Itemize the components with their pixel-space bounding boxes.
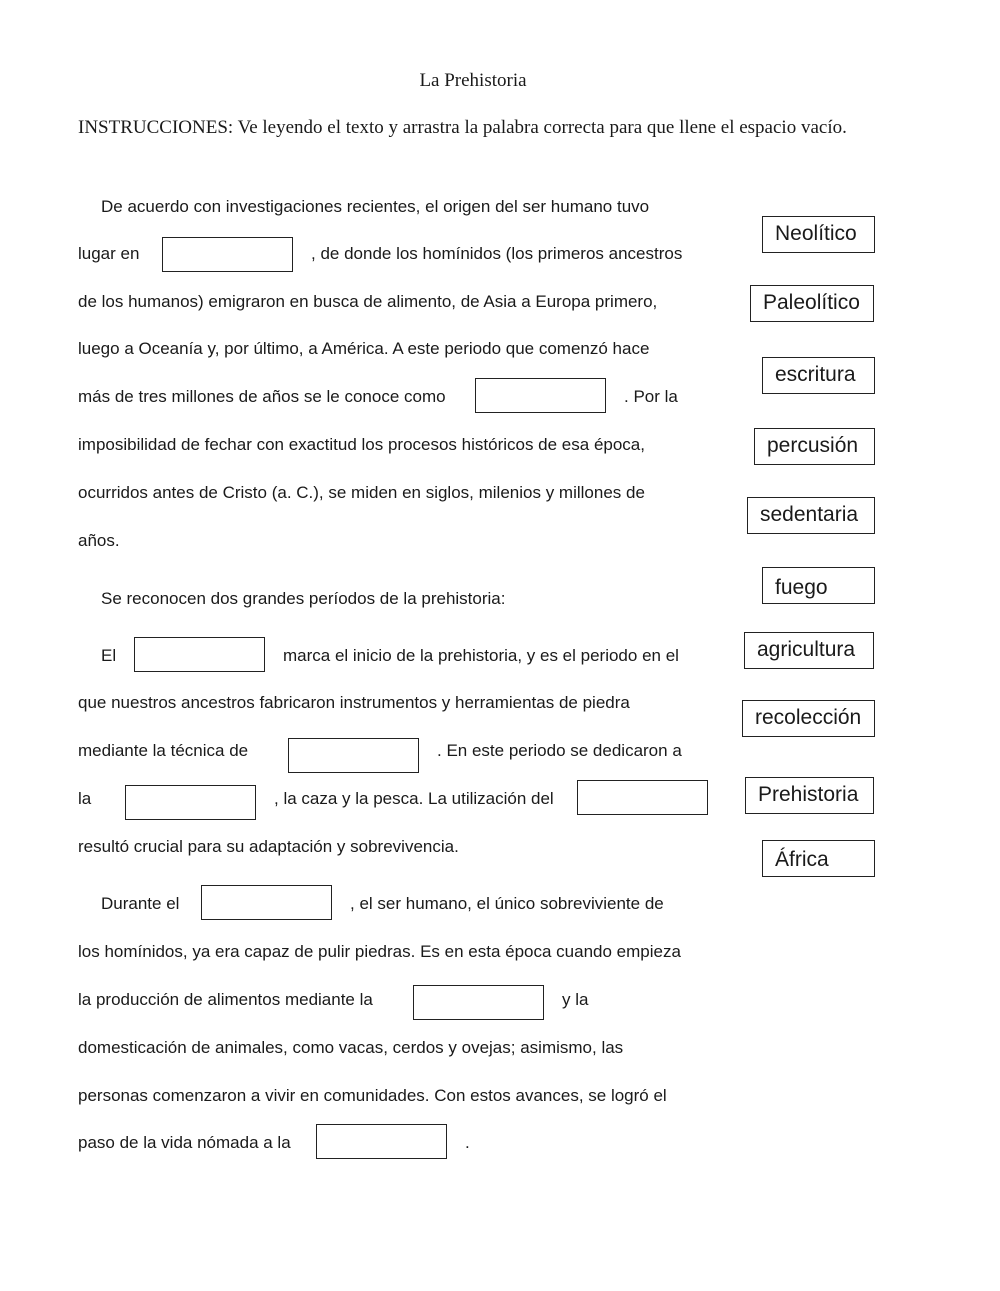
- word-tile-prehistoria[interactable]: Prehistoria: [745, 777, 874, 814]
- word-tile-africa[interactable]: África: [762, 840, 875, 877]
- text-line-12b: . En este periodo se dedicaron a: [437, 741, 682, 760]
- word-tile-percusion[interactable]: percusión: [754, 428, 875, 465]
- word-tile-fuego[interactable]: fuego: [762, 567, 875, 604]
- blank-3[interactable]: [134, 637, 265, 672]
- text-line-17b: y la: [562, 990, 589, 1009]
- text-line-15b: , el ser humano, el único sobreviviente de: [350, 894, 664, 913]
- text-line-11: que nuestros ancestros fabricaron instrumentos y herramientas de piedra: [78, 693, 630, 712]
- blank-1[interactable]: [162, 237, 293, 272]
- text-line-5a: más de tres millones de años se le conoce como: [78, 387, 446, 406]
- blank-4[interactable]: [288, 738, 419, 773]
- text-line-19: personas comenzaron a vivir en comunidades. Con estos avances, se logró el: [78, 1086, 667, 1105]
- text-line-18: domesticación de animales, como vacas, cerdos y ovejas; asimismo, las: [78, 1038, 624, 1057]
- text-line-1: De acuerdo con investigaciones recientes, el origen del ser humano tuvo: [101, 197, 650, 216]
- text-line-17a: la producción de alimentos mediante la: [78, 990, 373, 1009]
- word-tile-paleolitico[interactable]: Paleolítico: [750, 285, 874, 322]
- blank-7[interactable]: [201, 885, 332, 920]
- text-line-4: luego a Oceanía y, por último, a América. A este periodo que comenzó hace: [78, 339, 650, 358]
- page-title: La Prehistoria: [419, 70, 527, 91]
- word-tile-agricultura[interactable]: agricultura: [744, 632, 874, 669]
- blank-5[interactable]: [125, 785, 256, 820]
- text-line-16: los homínidos, ya era capaz de pulir piedras. Es en esta época cuando empieza: [78, 942, 681, 961]
- word-tile-sedentaria[interactable]: sedentaria: [747, 497, 875, 534]
- word-tile-neolitico[interactable]: Neolítico: [762, 216, 875, 253]
- blank-9[interactable]: [316, 1124, 447, 1159]
- text-line-5b: . Por la: [624, 387, 678, 406]
- instructions: INSTRUCCIONES: Ve leyendo el texto y arrastra la palabra correcta para que llene el espacio vacío.: [78, 117, 847, 138]
- text-line-2b: , de donde los homínidos (los primeros ancestros: [311, 244, 683, 263]
- text-line-9: Se reconocen dos grandes períodos de la prehistoria:: [101, 589, 506, 608]
- text-line-3: de los humanos) emigraron en busca de alimento, de Asia a Europa primero,: [78, 292, 658, 311]
- text-line-6: imposibilidad de fechar con exactitud los procesos históricos de esa época,: [78, 435, 645, 454]
- word-tile-recoleccion[interactable]: recolección: [742, 700, 875, 737]
- text-line-8: años.: [78, 531, 120, 550]
- text-line-12a: mediante la técnica de: [78, 741, 249, 760]
- blank-6[interactable]: [577, 780, 708, 815]
- text-line-10a: El: [101, 646, 117, 665]
- word-tile-escritura[interactable]: escritura: [762, 357, 875, 394]
- blank-8[interactable]: [413, 985, 544, 1020]
- text-line-20a: paso de la vida nómada a la: [78, 1133, 291, 1152]
- text-line-7: ocurridos antes de Cristo (a. C.), se miden en siglos, milenios y millones de: [78, 483, 645, 502]
- text-line-13b: , la caza y la pesca. La utilización del: [274, 789, 554, 808]
- text-line-13a: la: [78, 789, 92, 808]
- blank-2[interactable]: [475, 378, 606, 413]
- text-line-15a: Durante el: [101, 894, 180, 913]
- text-line-2a: lugar en: [78, 244, 140, 263]
- text-line-20b: .: [465, 1133, 470, 1152]
- text-line-14: resultó crucial para su adaptación y sobrevivencia.: [78, 837, 459, 856]
- text-line-10b: marca el inicio de la prehistoria, y es el periodo en el: [283, 646, 679, 665]
